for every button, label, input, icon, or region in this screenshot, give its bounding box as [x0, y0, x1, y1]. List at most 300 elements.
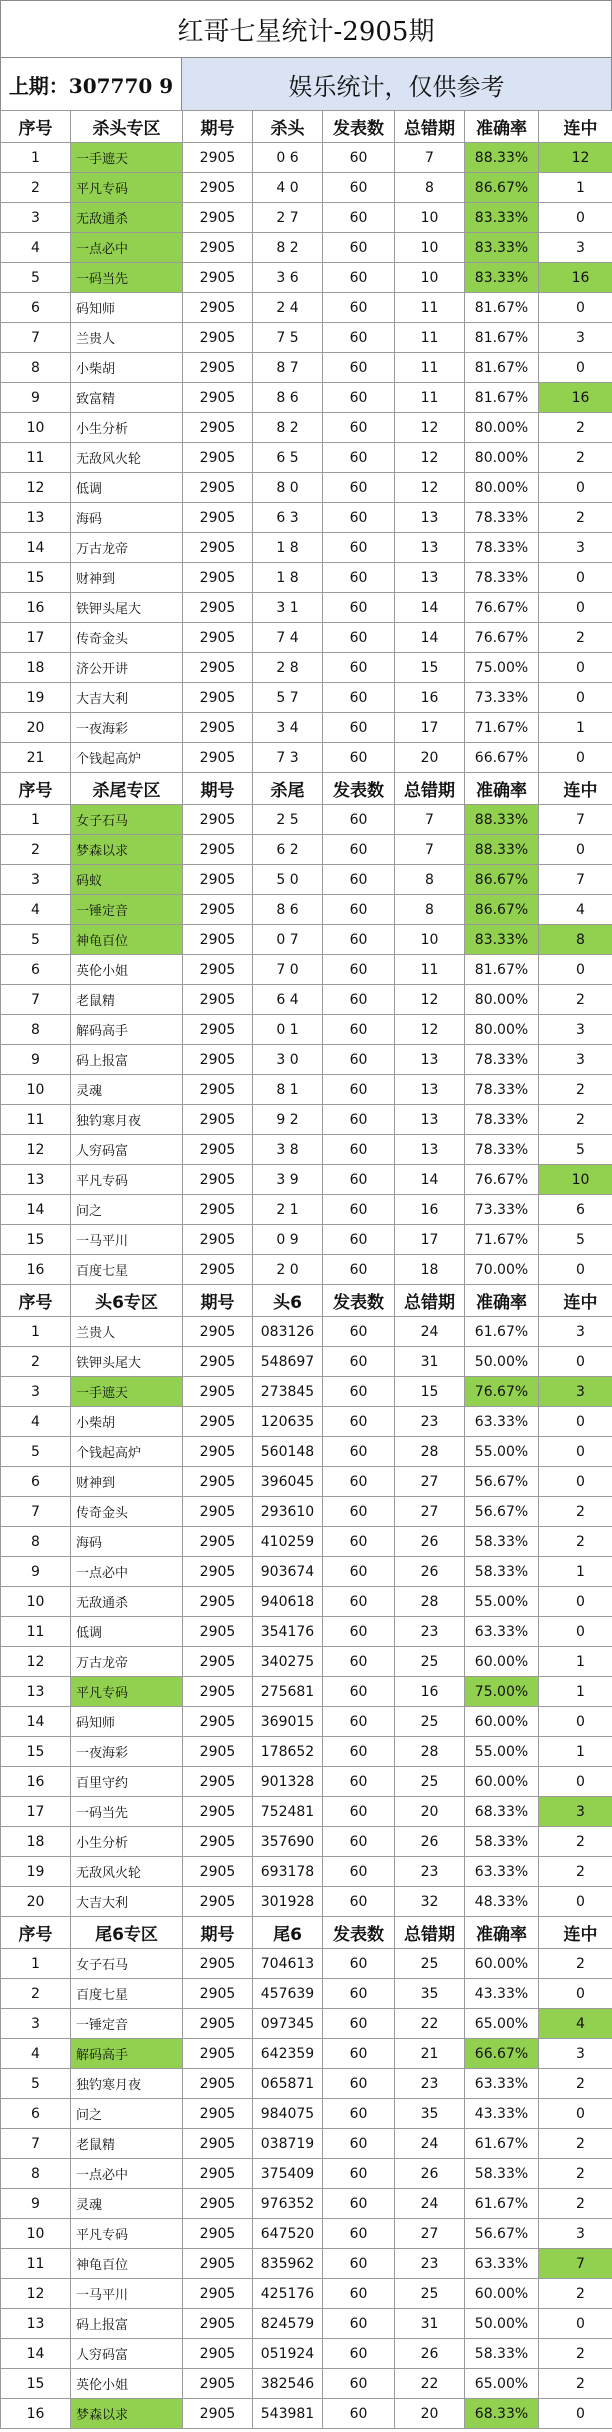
accuracy-cell: 75.00%	[465, 1677, 539, 1707]
row-number-cell: 2	[1, 1979, 71, 2009]
period-number-cell: 2905	[183, 293, 253, 323]
prediction-cell: 3 1	[253, 593, 323, 623]
streak-cell: 0	[539, 1767, 612, 1797]
column-header-row-number: 序号	[1, 1285, 71, 1317]
streak-cell: 2	[539, 2339, 612, 2369]
table-row	[1, 2309, 612, 2339]
accuracy-cell: 58.33%	[465, 2339, 539, 2369]
row-number-cell: 1	[1, 1949, 71, 1979]
row-number-cell: 14	[1, 2339, 71, 2369]
row-number-cell: 5	[1, 925, 71, 955]
table-row	[1, 1767, 612, 1797]
table-row	[1, 1857, 612, 1887]
row-number-cell: 9	[1, 1557, 71, 1587]
row-number-cell: 7	[1, 1497, 71, 1527]
miss-count-cell: 26	[395, 2159, 465, 2189]
prediction-cell: 1 8	[253, 563, 323, 593]
accuracy-cell: 65.00%	[465, 2369, 539, 2399]
accuracy-cell: 58.33%	[465, 1827, 539, 1857]
column-header-forecaster-name: 尾6专区	[71, 1917, 183, 1949]
row-number-cell: 4	[1, 2039, 71, 2069]
period-number-cell: 2905	[183, 503, 253, 533]
post-count-cell: 60	[323, 955, 395, 985]
row-number-cell: 13	[1, 1677, 71, 1707]
miss-count-cell: 26	[395, 1527, 465, 1557]
streak-cell: 0	[539, 473, 612, 503]
forecaster-name-cell: 一马平川	[71, 2279, 183, 2309]
prediction-cell: 083126	[253, 1317, 323, 1347]
prediction-cell: 2 1	[253, 1195, 323, 1225]
post-count-cell: 60	[323, 1827, 395, 1857]
forecaster-name-cell: 一手遮天	[71, 143, 183, 173]
accuracy-cell: 80.00%	[465, 473, 539, 503]
miss-count-cell: 23	[395, 1407, 465, 1437]
forecaster-name-cell: 码上报富	[71, 2309, 183, 2339]
streak-cell: 3	[539, 1045, 612, 1075]
column-header-miss-count: 总错期	[395, 111, 465, 143]
streak-cell: 0	[539, 1347, 612, 1377]
prediction-cell: 0 9	[253, 1225, 323, 1255]
table-row	[1, 1015, 612, 1045]
table-row	[1, 2249, 612, 2279]
post-count-cell: 60	[323, 1797, 395, 1827]
miss-count-cell: 7	[395, 805, 465, 835]
period-number-cell: 2905	[183, 713, 253, 743]
period-number-cell: 2905	[183, 623, 253, 653]
row-number-cell: 1	[1, 143, 71, 173]
accuracy-cell: 81.67%	[465, 383, 539, 413]
row-number-cell: 8	[1, 1527, 71, 1557]
post-count-cell: 60	[323, 2249, 395, 2279]
streak-cell: 8	[539, 925, 612, 955]
table-row	[1, 263, 612, 293]
miss-count-cell: 11	[395, 323, 465, 353]
table-row	[1, 623, 612, 653]
forecaster-name-cell: 问之	[71, 1195, 183, 1225]
period-number-cell: 2905	[183, 2339, 253, 2369]
prediction-cell: 038719	[253, 2129, 323, 2159]
accuracy-cell: 50.00%	[465, 2309, 539, 2339]
table-row	[1, 2369, 612, 2399]
miss-count-cell: 25	[395, 2279, 465, 2309]
miss-count-cell: 28	[395, 1737, 465, 1767]
column-header-period-number: 期号	[183, 1285, 253, 1317]
accuracy-cell: 83.33%	[465, 203, 539, 233]
forecaster-name-cell: 低调	[71, 1617, 183, 1647]
miss-count-cell: 13	[395, 533, 465, 563]
column-header-forecaster-name: 头6专区	[71, 1285, 183, 1317]
miss-count-cell: 13	[395, 503, 465, 533]
row-number-cell: 15	[1, 563, 71, 593]
post-count-cell: 60	[323, 2159, 395, 2189]
accuracy-cell: 43.33%	[465, 2099, 539, 2129]
accuracy-cell: 58.33%	[465, 1557, 539, 1587]
post-count-cell: 60	[323, 1497, 395, 1527]
prediction-cell: 6 2	[253, 835, 323, 865]
prediction-cell: 8 6	[253, 895, 323, 925]
miss-count-cell: 15	[395, 1377, 465, 1407]
accuracy-cell: 75.00%	[465, 653, 539, 683]
accuracy-cell: 78.33%	[465, 503, 539, 533]
table-row	[1, 1165, 612, 1195]
period-number-cell: 2905	[183, 2369, 253, 2399]
row-number-cell: 16	[1, 1255, 71, 1285]
prediction-cell: 8 2	[253, 233, 323, 263]
post-count-cell: 60	[323, 2279, 395, 2309]
row-number-cell: 2	[1, 835, 71, 865]
prediction-cell: 9 2	[253, 1105, 323, 1135]
forecaster-name-cell: 问之	[71, 2099, 183, 2129]
period-number-cell: 2905	[183, 1647, 253, 1677]
table-row	[1, 1075, 612, 1105]
streak-cell: 2	[539, 1857, 612, 1887]
miss-count-cell: 18	[395, 1255, 465, 1285]
column-header-post-count: 发表数	[323, 773, 395, 805]
forecaster-name-cell: 梦森以求	[71, 2399, 183, 2429]
period-number-cell: 2905	[183, 2129, 253, 2159]
period-number-cell: 2905	[183, 1527, 253, 1557]
period-number-cell: 2905	[183, 2249, 253, 2279]
post-count-cell: 60	[323, 203, 395, 233]
forecaster-name-cell: 老鼠精	[71, 2129, 183, 2159]
post-count-cell: 60	[323, 1737, 395, 1767]
row-number-cell: 19	[1, 1857, 71, 1887]
forecaster-name-cell: 个钱起高炉	[71, 743, 183, 773]
period-number-cell: 2905	[183, 1105, 253, 1135]
period-number-cell: 2905	[183, 1407, 253, 1437]
prediction-cell: 410259	[253, 1527, 323, 1557]
row-number-cell: 13	[1, 503, 71, 533]
streak-cell: 3	[539, 1797, 612, 1827]
accuracy-cell: 80.00%	[465, 413, 539, 443]
streak-cell: 2	[539, 503, 612, 533]
accuracy-cell: 48.33%	[465, 1887, 539, 1917]
row-number-cell: 9	[1, 2189, 71, 2219]
table-row	[1, 865, 612, 895]
column-header-period-number: 期号	[183, 111, 253, 143]
forecaster-name-cell: 老鼠精	[71, 985, 183, 1015]
post-count-cell: 60	[323, 623, 395, 653]
table-row	[1, 563, 612, 593]
forecaster-name-cell: 一码当先	[71, 263, 183, 293]
period-number-cell: 2905	[183, 383, 253, 413]
miss-count-cell: 14	[395, 593, 465, 623]
table-row	[1, 1737, 612, 1767]
accuracy-cell: 56.67%	[465, 2219, 539, 2249]
table-row	[1, 895, 612, 925]
accuracy-cell: 63.33%	[465, 2069, 539, 2099]
forecaster-name-cell: 低调	[71, 473, 183, 503]
prediction-cell: 2 8	[253, 653, 323, 683]
forecaster-name-cell: 无敌通杀	[71, 1587, 183, 1617]
period-number-cell: 2905	[183, 653, 253, 683]
accuracy-cell: 60.00%	[465, 1949, 539, 1979]
prediction-cell: 293610	[253, 1497, 323, 1527]
miss-count-cell: 32	[395, 1887, 465, 1917]
miss-count-cell: 27	[395, 1467, 465, 1497]
forecaster-name-cell: 无敌风火轮	[71, 1857, 183, 1887]
prediction-cell: 3 0	[253, 1045, 323, 1075]
accuracy-cell: 60.00%	[465, 1767, 539, 1797]
row-number-cell: 18	[1, 1827, 71, 1857]
prediction-cell: 5 7	[253, 683, 323, 713]
period-number-cell: 2905	[183, 533, 253, 563]
period-number-cell: 2905	[183, 203, 253, 233]
column-header-row-number: 序号	[1, 111, 71, 143]
accuracy-cell: 66.67%	[465, 743, 539, 773]
miss-count-cell: 25	[395, 1707, 465, 1737]
period-number-cell: 2905	[183, 1317, 253, 1347]
streak-cell: 1	[539, 713, 612, 743]
accuracy-cell: 78.33%	[465, 533, 539, 563]
miss-count-cell: 16	[395, 1195, 465, 1225]
forecaster-name-cell: 独钓寒月夜	[71, 1105, 183, 1135]
miss-count-cell: 10	[395, 233, 465, 263]
table-row	[1, 955, 612, 985]
info-bar	[0, 58, 612, 110]
streak-cell: 2	[539, 1075, 612, 1105]
streak-cell: 2	[539, 1105, 612, 1135]
streak-cell: 0	[539, 1979, 612, 2009]
post-count-cell: 60	[323, 563, 395, 593]
row-number-cell: 8	[1, 2159, 71, 2189]
accuracy-cell: 81.67%	[465, 293, 539, 323]
page-title: 红哥七星统计-2905期	[0, 0, 612, 58]
table-row	[1, 1377, 612, 1407]
accuracy-cell: 78.33%	[465, 1105, 539, 1135]
prediction-cell: 824579	[253, 2309, 323, 2339]
table-row	[1, 323, 612, 353]
streak-cell: 1	[539, 173, 612, 203]
accuracy-cell: 56.67%	[465, 1497, 539, 1527]
period-number-cell: 2905	[183, 1677, 253, 1707]
miss-count-cell: 17	[395, 713, 465, 743]
column-header-prediction: 杀头	[253, 111, 323, 143]
period-number-cell: 2905	[183, 2159, 253, 2189]
post-count-cell: 60	[323, 2309, 395, 2339]
streak-cell: 7	[539, 2249, 612, 2279]
period-number-cell: 2905	[183, 353, 253, 383]
forecaster-name-cell: 万古龙帝	[71, 533, 183, 563]
miss-count-cell: 14	[395, 623, 465, 653]
miss-count-cell: 11	[395, 383, 465, 413]
post-count-cell: 60	[323, 1949, 395, 1979]
streak-cell: 0	[539, 293, 612, 323]
table-row	[1, 1347, 612, 1377]
forecaster-name-cell: 女子石马	[71, 805, 183, 835]
prediction-cell: 642359	[253, 2039, 323, 2069]
post-count-cell: 60	[323, 1707, 395, 1737]
row-number-cell: 5	[1, 2069, 71, 2099]
table-row	[1, 1827, 612, 1857]
table-row	[1, 173, 612, 203]
streak-cell: 2	[539, 2159, 612, 2189]
forecaster-name-cell: 神龟百位	[71, 925, 183, 955]
period-number-cell: 2905	[183, 2219, 253, 2249]
accuracy-cell: 76.67%	[465, 1377, 539, 1407]
prediction-cell: 178652	[253, 1737, 323, 1767]
accuracy-cell: 86.67%	[465, 173, 539, 203]
miss-count-cell: 23	[395, 2249, 465, 2279]
period-number-cell: 2905	[183, 2309, 253, 2339]
table-row	[1, 2399, 612, 2429]
post-count-cell: 60	[323, 683, 395, 713]
period-number-cell: 2905	[183, 1979, 253, 2009]
row-number-cell: 8	[1, 353, 71, 383]
period-number-cell: 2905	[183, 1195, 253, 1225]
table-row	[1, 1045, 612, 1075]
period-number-cell: 2905	[183, 805, 253, 835]
forecaster-name-cell: 灵魂	[71, 1075, 183, 1105]
prediction-cell: 8 2	[253, 413, 323, 443]
period-number-cell: 2905	[183, 233, 253, 263]
prediction-cell: 7 5	[253, 323, 323, 353]
accuracy-cell: 81.67%	[465, 323, 539, 353]
post-count-cell: 60	[323, 383, 395, 413]
table-row	[1, 293, 612, 323]
forecaster-name-cell: 平凡专码	[71, 2219, 183, 2249]
period-number-cell: 2905	[183, 1437, 253, 1467]
streak-cell: 2	[539, 413, 612, 443]
miss-count-cell: 14	[395, 1165, 465, 1195]
row-number-cell: 1	[1, 1317, 71, 1347]
row-number-cell: 15	[1, 2369, 71, 2399]
accuracy-cell: 88.33%	[465, 143, 539, 173]
period-number-cell: 2905	[183, 1497, 253, 1527]
miss-count-cell: 10	[395, 203, 465, 233]
streak-cell: 0	[539, 1467, 612, 1497]
period-number-cell: 2905	[183, 2279, 253, 2309]
accuracy-cell: 61.67%	[465, 1317, 539, 1347]
forecaster-name-cell: 平凡专码	[71, 173, 183, 203]
forecaster-name-cell: 梦森以求	[71, 835, 183, 865]
post-count-cell: 60	[323, 2219, 395, 2249]
prediction-cell: 369015	[253, 1707, 323, 1737]
miss-count-cell: 10	[395, 925, 465, 955]
miss-count-cell: 15	[395, 653, 465, 683]
period-number-cell: 2905	[183, 1587, 253, 1617]
row-number-cell: 10	[1, 413, 71, 443]
post-count-cell: 60	[323, 895, 395, 925]
streak-cell: 4	[539, 895, 612, 925]
miss-count-cell: 12	[395, 1015, 465, 1045]
period-number-cell: 2905	[183, 1015, 253, 1045]
forecaster-name-cell: 平凡专码	[71, 1165, 183, 1195]
period-number-cell: 2905	[183, 563, 253, 593]
forecaster-name-cell: 兰贵人	[71, 323, 183, 353]
miss-count-cell: 12	[395, 443, 465, 473]
post-count-cell: 60	[323, 323, 395, 353]
forecaster-name-cell: 一手遮天	[71, 1377, 183, 1407]
forecaster-name-cell: 一马平川	[71, 1225, 183, 1255]
streak-cell: 10	[539, 1165, 612, 1195]
post-count-cell: 60	[323, 143, 395, 173]
post-count-cell: 60	[323, 835, 395, 865]
forecaster-name-cell: 兰贵人	[71, 1317, 183, 1347]
table-row	[1, 1195, 612, 1225]
streak-cell: 6	[539, 1195, 612, 1225]
table-row	[1, 593, 612, 623]
miss-count-cell: 31	[395, 1347, 465, 1377]
miss-count-cell: 24	[395, 2189, 465, 2219]
streak-cell: 12	[539, 143, 612, 173]
table-row	[1, 443, 612, 473]
accuracy-cell: 78.33%	[465, 1045, 539, 1075]
streak-cell: 2	[539, 2069, 612, 2099]
table-row	[1, 1557, 612, 1587]
period-number-cell: 2905	[183, 1135, 253, 1165]
accuracy-cell: 76.67%	[465, 1165, 539, 1195]
forecaster-name-cell: 铁钾头尾大	[71, 1347, 183, 1377]
prediction-cell: 8 1	[253, 1075, 323, 1105]
miss-count-cell: 20	[395, 2399, 465, 2429]
forecaster-name-cell: 独钓寒月夜	[71, 2069, 183, 2099]
streak-cell: 0	[539, 835, 612, 865]
post-count-cell: 60	[323, 713, 395, 743]
period-number-cell: 2905	[183, 1767, 253, 1797]
post-count-cell: 60	[323, 1857, 395, 1887]
column-header-streak: 连中	[539, 111, 612, 143]
forecaster-name-cell: 致富精	[71, 383, 183, 413]
prediction-cell: 6 4	[253, 985, 323, 1015]
forecaster-name-cell: 解码高手	[71, 2039, 183, 2069]
miss-count-cell: 11	[395, 353, 465, 383]
table-row	[1, 653, 612, 683]
miss-count-cell: 8	[395, 865, 465, 895]
last-period-result: 上期：307770 9	[1, 58, 182, 110]
forecaster-name-cell: 大吉大利	[71, 1887, 183, 1917]
post-count-cell: 60	[323, 1165, 395, 1195]
row-number-cell: 3	[1, 1377, 71, 1407]
row-number-cell: 7	[1, 985, 71, 1015]
row-number-cell: 15	[1, 1737, 71, 1767]
prediction-cell: 548697	[253, 1347, 323, 1377]
miss-count-cell: 22	[395, 2009, 465, 2039]
post-count-cell: 60	[323, 443, 395, 473]
prediction-cell: 7 0	[253, 955, 323, 985]
forecaster-name-cell: 万古龙帝	[71, 1647, 183, 1677]
row-number-cell: 6	[1, 955, 71, 985]
prediction-cell: 0 7	[253, 925, 323, 955]
table-row	[1, 203, 612, 233]
miss-count-cell: 7	[395, 143, 465, 173]
forecaster-name-cell: 一夜海彩	[71, 1737, 183, 1767]
post-count-cell: 60	[323, 925, 395, 955]
period-number-cell: 2905	[183, 955, 253, 985]
column-header-row-number: 序号	[1, 773, 71, 805]
miss-count-cell: 24	[395, 2129, 465, 2159]
column-header-prediction: 尾6	[253, 1917, 323, 1949]
forecaster-name-cell: 码知师	[71, 293, 183, 323]
row-number-cell: 9	[1, 1045, 71, 1075]
miss-count-cell: 16	[395, 1677, 465, 1707]
accuracy-cell: 78.33%	[465, 563, 539, 593]
table-row	[1, 2189, 612, 2219]
prediction-cell: 4 0	[253, 173, 323, 203]
streak-cell: 2	[539, 1527, 612, 1557]
miss-count-cell: 13	[395, 1045, 465, 1075]
post-count-cell: 60	[323, 1225, 395, 1255]
prediction-cell: 382546	[253, 2369, 323, 2399]
prediction-cell: 1 8	[253, 533, 323, 563]
post-count-cell: 60	[323, 263, 395, 293]
prediction-cell: 901328	[253, 1767, 323, 1797]
period-number-cell: 2905	[183, 413, 253, 443]
post-count-cell: 60	[323, 2339, 395, 2369]
prediction-cell: 647520	[253, 2219, 323, 2249]
column-header-forecaster-name: 杀尾专区	[71, 773, 183, 805]
streak-cell: 2	[539, 2279, 612, 2309]
